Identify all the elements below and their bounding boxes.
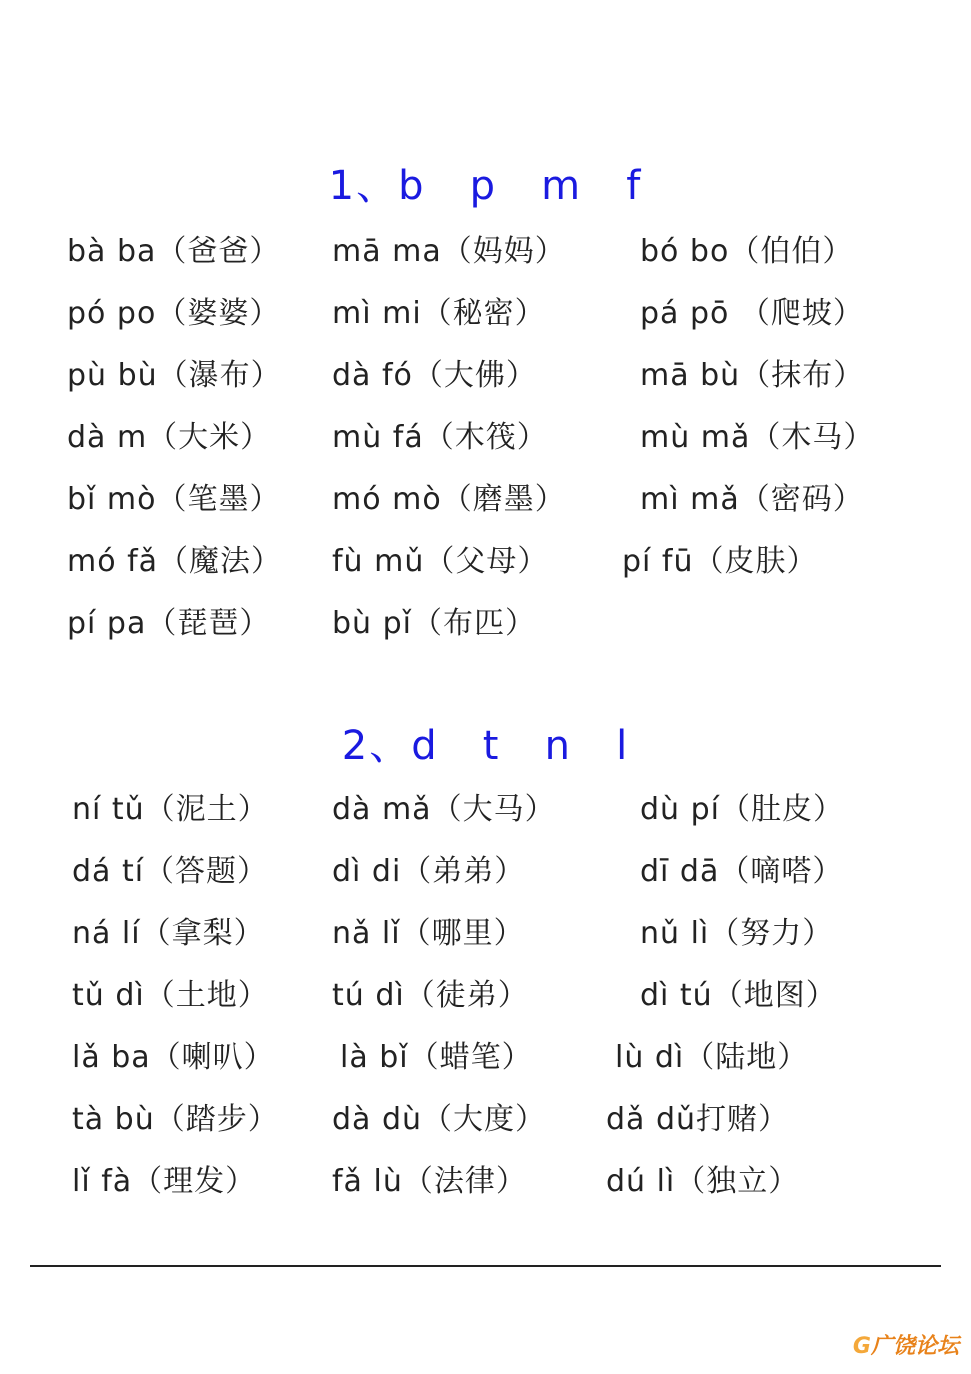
word-item: pù bù（瀑布） (67, 358, 282, 393)
word-item: nǎ lǐ（哪里） (332, 916, 525, 951)
word-item: fù mǔ（父母） (332, 544, 549, 579)
word-item: mì mǎ（密码） (640, 482, 864, 517)
word-item: mù mǎ（木马） (640, 420, 875, 455)
word-item: dǎ dǔ打赌） (606, 1102, 790, 1137)
word-item: dà m（大米） (67, 420, 272, 455)
word-item: lǐ fà（理发） (72, 1164, 257, 1199)
word-item: lù dì（陆地） (615, 1040, 809, 1075)
word-item: dá tí（答题） (72, 854, 269, 889)
word-item: dì tú（地图） (640, 978, 837, 1013)
footer-divider (30, 1265, 941, 1267)
word-item: dà dù（大度） (332, 1102, 547, 1137)
word-item: bǐ mò（笔墨） (67, 482, 281, 517)
word-item: pí fū（皮肤） (622, 544, 818, 579)
word-item: bó bo（伯伯） (640, 234, 854, 269)
word-item: mā bù（抹布） (640, 358, 865, 393)
word-item: ná lí（拿梨） (72, 916, 265, 951)
section2-heading: 2、d t n l (341, 723, 630, 769)
word-item: tǔ dì（土地） (72, 978, 269, 1013)
word-item: tà bù（踏步） (72, 1102, 279, 1137)
word-item: ní tǔ（泥土） (72, 792, 269, 827)
word-item: dī dā（嘀嗒） (640, 854, 844, 889)
word-item: là bǐ（蜡笔） (340, 1040, 533, 1075)
word-item: fǎ lù（法律） (332, 1164, 527, 1199)
word-item: dì di（弟弟） (332, 854, 526, 889)
logo-g-icon: G (852, 1334, 871, 1359)
word-item: tú dì（徒弟） (332, 978, 529, 1013)
word-item: mó mò（磨墨） (332, 482, 566, 517)
section1-heading: 1、b p m f (328, 163, 643, 209)
word-item: mù fá（木筏） (332, 420, 548, 455)
word-item: mì mi（秘密） (332, 296, 546, 331)
word-item: dà mǎ（大马） (332, 792, 556, 827)
site-logo (853, 1334, 959, 1360)
word-item: pó po（婆婆） (67, 296, 281, 331)
word-item: bà ba（爸爸） (67, 234, 281, 269)
word-item: mó fǎ（魔法） (67, 544, 283, 579)
word-item: dà fó（大佛） (332, 358, 537, 393)
word-item: bù pǐ（布匹） (332, 606, 536, 641)
word-item: pí pa（琵琶） (67, 606, 271, 641)
word-item: dú lì（独立） (606, 1164, 800, 1199)
word-item: dù pí（肚皮） (640, 792, 844, 827)
logo-text: 广饶论坛 (870, 1334, 959, 1359)
word-item: pá pō （爬坡） (640, 296, 864, 331)
word-item: lǎ ba（喇叭） (72, 1040, 275, 1075)
word-item: mā ma（妈妈） (332, 234, 566, 269)
word-item: nǔ lì（努力） (640, 916, 834, 951)
